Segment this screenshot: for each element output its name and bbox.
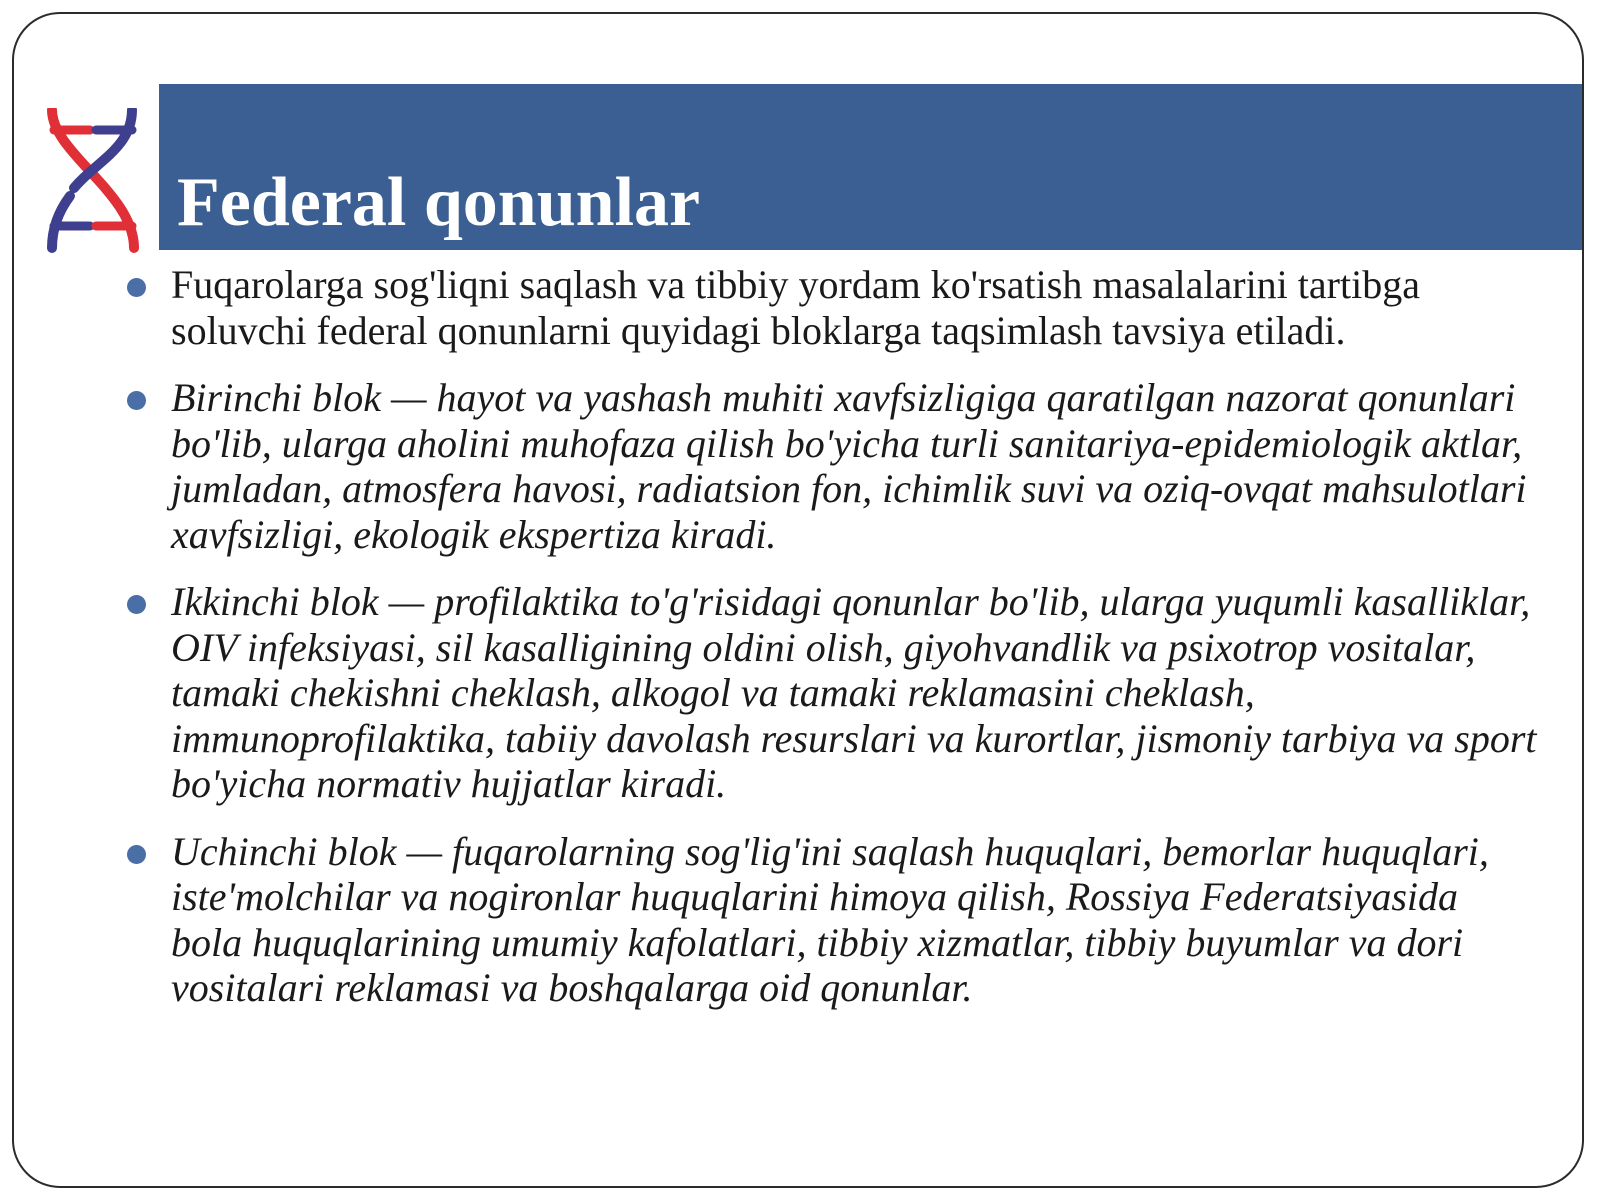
bullet-text: Birinchi blok — hayot va yashash muhiti xavfsizligiga qaratilgan nazorat qonunlari bo'lib, ularga aholini muhofaza qilish bo'yicha turli sanitariya-epidemiologik aktlar, jumladan, atmosfera havosi, radiatsion fon, ichimlik suvi va oziq-ovqat mahsulotlari xavfsizligi, ekologik ekspertiza kiradi. — [171, 375, 1527, 557]
bullet-dot-icon — [127, 595, 146, 614]
bullet-item — [119, 829, 1539, 1011]
bullet-dot-icon — [127, 278, 146, 297]
bullet-text: Fuqarolarga sog'liqni saqlash va tibbiy yordam ko'rsatish masalalarini tartibga soluvchi federal qonunlarni quyidagi bloklarga taqsimlash tavsiya etiladi. — [171, 262, 1420, 353]
bullet-item — [119, 262, 1539, 353]
bullet-dot-icon — [127, 391, 146, 410]
title-bar — [159, 84, 1584, 250]
bullet-dot-icon — [127, 845, 146, 864]
slide — [12, 12, 1584, 1188]
bullet-text: Ikkinchi blok — profilaktika to'g'risidagi qonunlar bo'lib, ularga yuqumli kasalliklar, OIV infeksiyasi, sil kasalligining oldini olish, giyohvandlik va psixotrop vositalar, tamaki chekishni cheklash, alkogol va tamaki reklamasini cheklash, immunoprofilaktika, tabiiy davolash resurslari va kurortlar, jismoniy tarbiya va sport bo'yicha normativ hujjatlar kiradi. — [171, 579, 1537, 806]
slide-title: Federal qonunlar — [177, 164, 701, 241]
bullet-item — [119, 579, 1539, 807]
dna-helix-icon — [44, 108, 144, 254]
bullet-text: Uchinchi blok — fuqarolarning sog'lig'ini saqlash huquqlari, bemorlar huquqlari, iste'molchilar va nogironlar huquqlarini himoya qilish, Rossiya Federatsiyasida bola huquqlarining umumiy kafolatlari, tibbiy xizmatlar, tibbiy buyumlar va dori vositalari reklamasi va boshqalarga oid qonunlar. — [171, 828, 1489, 1010]
bullet-item — [119, 375, 1539, 557]
bullet-list — [119, 262, 1539, 1033]
